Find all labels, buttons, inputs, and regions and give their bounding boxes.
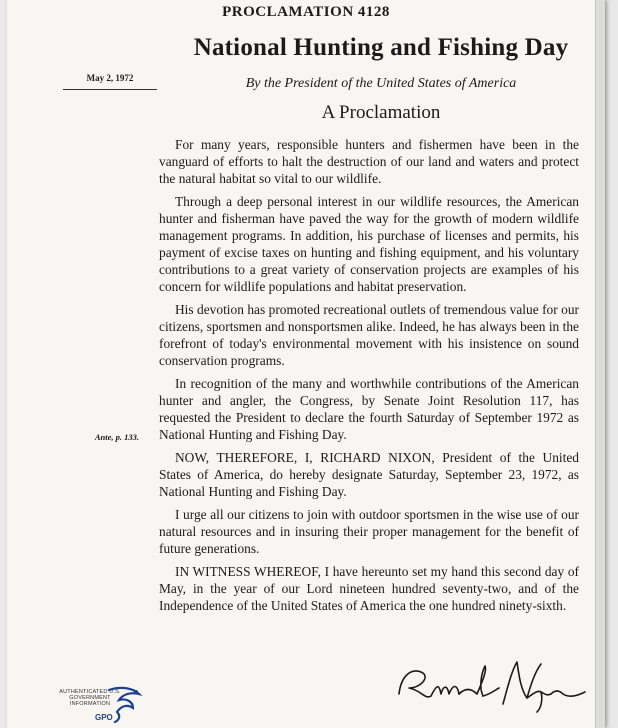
paragraph: For many years, responsible hunters and fishermen have been in the vanguard of efforts to halt the destruction of our land and waters and protect the natural habitat so vital to our wildlife. xyxy=(159,137,579,186)
scrollbar[interactable] xyxy=(595,0,605,728)
document-page xyxy=(7,0,605,728)
gpo-mark: GPO xyxy=(95,713,113,722)
margin-note: Ante, p. 133. xyxy=(94,432,139,442)
paragraph: In recognition of the many and worthwhile contributions of the American hunter and angler, the Congress, by Senate Joint Resolution 117, has requested the President to declare the fourth Saturday of September 1972 as National Hunting and Fishing Day. xyxy=(159,376,579,442)
proclamation-number: PROCLAMATION 4128 xyxy=(222,4,390,20)
proclamation-subtitle: A Proclamation xyxy=(321,102,441,123)
gpo-seal-text: AUTHENTICATED U.S. GOVERNMENT INFORMATION xyxy=(59,689,121,707)
paragraph: Through a deep personal interest in our wildlife resources, the American hunter and fisherman have paved the way for the growth of modern wildlife management programs. In addition, his purchase of licenses and permits, his payment of excise taxes on hunting and fishing equipment, and his voluntary contributions to a great variety of conservation projects are examples of his concern for wildlife populations and habitat preservation. xyxy=(159,194,579,294)
margin-date: May 2, 1972 xyxy=(63,73,157,90)
paragraph: I urge all our citizens to join with outdoor sportsmen in the wise use of our natural resources and in insuring their proper management for the benefit of future generations. xyxy=(159,507,579,556)
document-title: National Hunting and Fishing Day xyxy=(193,34,569,61)
paragraph: His devotion has promoted recreational outlets of tremendous value for our citizens, sportsmen and nonsportsmen alike. Indeed, he has always been in the forefront of today's environmental movement with his insistence on sound conservation programs. xyxy=(159,302,579,368)
gpo-authentication-seal xyxy=(51,686,151,726)
signature xyxy=(391,654,591,714)
paragraph: NOW, THEREFORE, I, RICHARD NIXON, President of the United States of America, do hereby designate Saturday, September 23, 1972, as National Hunting and Fishing Day. xyxy=(159,450,579,499)
paragraph: IN WITNESS WHEREOF, I have hereunto set my hand this second day of May, in the year of our Lord nineteen hundred seventy-two, and of the Independence of the United States of America the one hundred ninety-sixth. xyxy=(159,564,579,613)
proclamation-body xyxy=(159,136,579,620)
byline: By the President of the United States of America xyxy=(245,76,517,91)
